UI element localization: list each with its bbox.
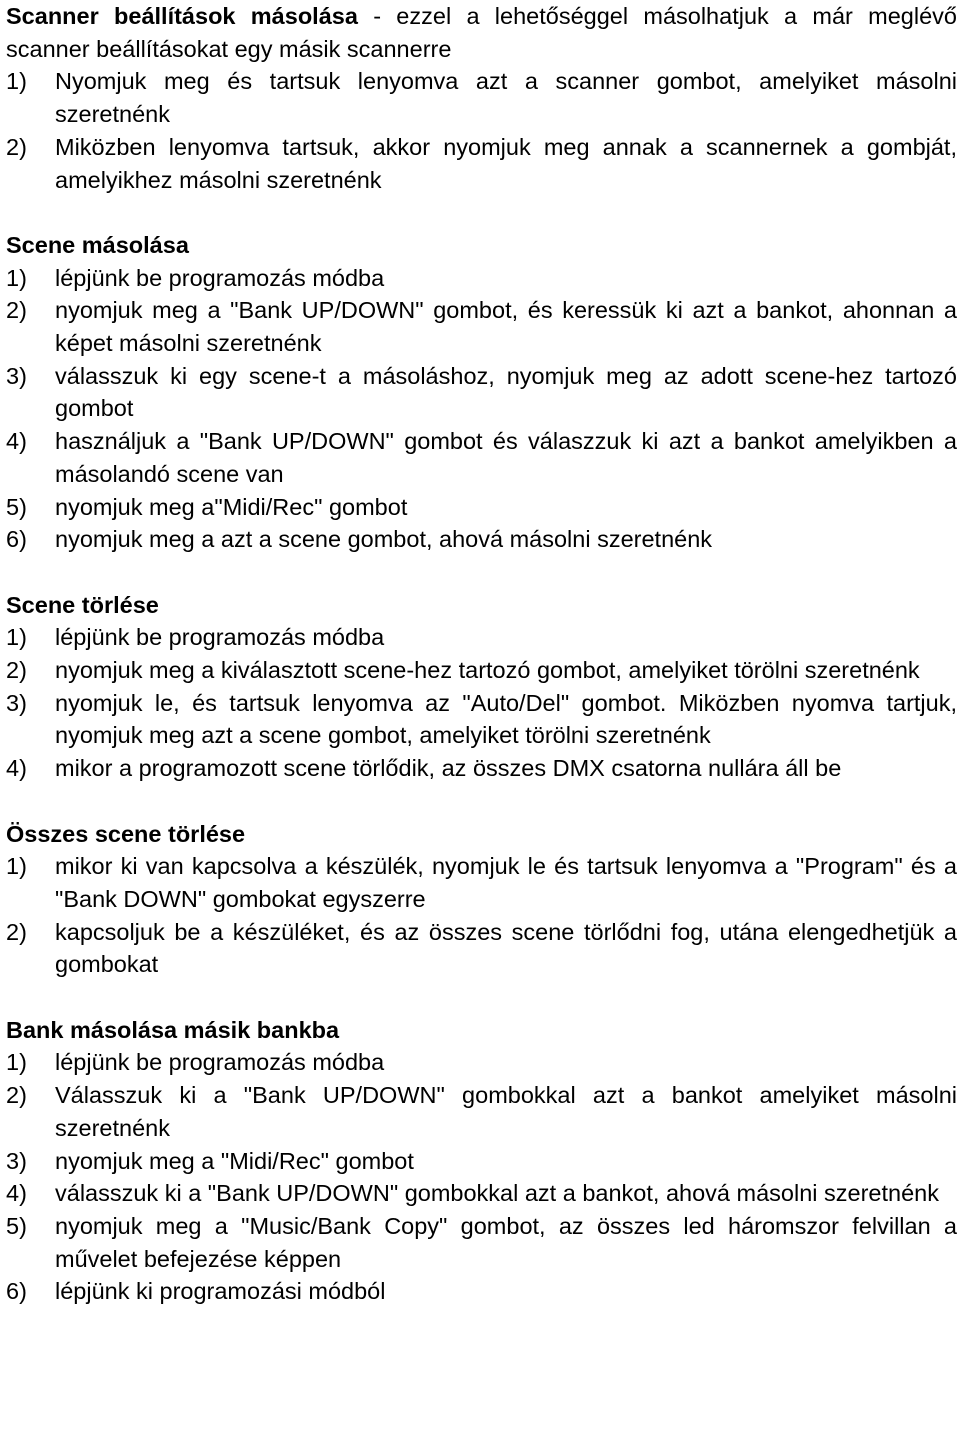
scene-copy-section: [6, 229, 957, 556]
list-item: [6, 1177, 957, 1210]
list-item: [6, 294, 957, 359]
section-gap: [6, 556, 957, 589]
list-item: [6, 131, 957, 196]
list-item: [6, 621, 957, 654]
step-number: 4): [6, 755, 27, 782]
list-item: [6, 360, 957, 425]
step-text: lépjünk be programozás módba: [55, 624, 385, 651]
scene-delete-heading: Scene törlése: [6, 591, 159, 618]
bank-copy-steps: [6, 1046, 957, 1308]
scene-delete-section: [6, 589, 957, 785]
step-text: nyomjuk meg a azt a scene gombot, ahová másolni szeretnénk: [55, 526, 713, 553]
step-text: lépjünk be programozás módba: [55, 264, 385, 291]
step-number: 1): [6, 264, 27, 291]
list-item: [6, 850, 957, 915]
all-scene-delete-steps: [6, 850, 957, 981]
step-number: 4): [6, 1180, 27, 1207]
bank-copy-section: [6, 1014, 957, 1308]
step-text: használjuk a "Bank UP/DOWN" gombot és válaszzuk ki azt a bankot amelyikben a másolandó scene van: [55, 428, 957, 487]
step-number: 2): [6, 1082, 27, 1109]
list-item: [6, 65, 957, 130]
step-text: kapcsoljuk be a készüléket, és az összes scene törlődni fog, utána elengedhetjük a gombokat: [55, 918, 957, 978]
step-text: nyomjuk meg a "Midi/Rec" gombot: [55, 1147, 414, 1174]
step-number: 1): [6, 68, 27, 95]
section-gap: [6, 196, 957, 229]
step-text: Válasszuk ki a "Bank UP/DOWN" gombokkal azt a bankot amelyiket másolni szeretnénk: [55, 1082, 957, 1141]
list-item: [6, 687, 957, 752]
step-number: 5): [6, 493, 27, 520]
list-item: [6, 1046, 957, 1079]
list-item: [6, 425, 957, 490]
step-number: 3): [6, 689, 27, 716]
list-item: [6, 916, 957, 981]
step-text: lépjünk be programozás módba: [55, 1049, 385, 1076]
all-scene-delete-section: [6, 818, 957, 982]
step-number: 1): [6, 624, 27, 651]
section-gap: [6, 785, 957, 818]
scene-copy-heading: Scene másolása: [6, 231, 189, 258]
list-item: [6, 523, 957, 556]
step-text: Nyomjuk meg és tartsuk lenyomva azt a scanner gombot, amelyiket másolni szeretnénk: [55, 68, 957, 128]
step-number: 5): [6, 1212, 27, 1239]
step-text: nyomjuk le, és tartsuk lenyomva az "Auto/Del" gombot. Miközben nyomva tartjuk, nyomjuk meg azt a scene gombot, amelyiket törölni szeretnénk: [55, 689, 957, 749]
step-number: 2): [6, 657, 27, 684]
step-text: mikor ki van kapcsolva a készülék, nyomjuk le és tartsuk lenyomva a "Program" és a "Bank DOWN" gombokat egyszerre: [55, 853, 957, 912]
scanner-copy-title: Scanner beállítások másolása: [6, 3, 358, 29]
step-text: nyomjuk meg a "Music/Bank Copy" gombot, az összes led háromszor felvillan a művelet befejezése képpen: [55, 1212, 957, 1272]
step-number: 3): [6, 1147, 27, 1174]
step-number: 3): [6, 362, 27, 389]
step-number: 6): [6, 1278, 27, 1305]
list-item: [6, 262, 957, 295]
step-text: nyomjuk meg a"Midi/Rec" gombot: [55, 493, 408, 520]
step-text: Miközben lenyomva tartsuk, akkor nyomjuk meg annak a scannernek a gombját, amelyikhez másolni szeretnénk: [55, 133, 957, 193]
step-number: 1): [6, 1049, 27, 1076]
scanner-copy-intro: [6, 0, 957, 65]
step-text: lépjünk ki programozási módból: [55, 1278, 386, 1305]
scanner-copy-section: [6, 0, 957, 196]
scanner-copy-steps: [6, 65, 957, 196]
list-item: [6, 654, 957, 687]
scene-delete-steps: [6, 621, 957, 785]
bank-copy-heading: Bank másolása másik bankba: [6, 1016, 340, 1043]
step-number: 1): [6, 853, 27, 880]
step-number: 4): [6, 428, 27, 455]
step-number: 2): [6, 918, 27, 945]
section-gap: [6, 981, 957, 1014]
list-item: [6, 1210, 957, 1275]
step-text: válasszuk ki a "Bank UP/DOWN" gombokkal azt a bankot, ahová másolni szeretnénk: [55, 1180, 939, 1207]
step-text: nyomjuk meg a kiválasztott scene-hez tartozó gombot, amelyiket törölni szeretnénk: [55, 657, 920, 684]
step-text: nyomjuk meg a "Bank UP/DOWN" gombot, és keressük ki azt a bankot, ahonnan a képet másolni szeretnénk: [55, 297, 957, 357]
list-item: [6, 491, 957, 524]
list-item: [6, 1079, 957, 1144]
list-item: [6, 752, 957, 785]
step-number: 2): [6, 133, 27, 160]
step-number: 6): [6, 526, 27, 553]
list-item: [6, 1145, 957, 1178]
step-text: mikor a programozott scene törlődik, az összes DMX csatorna nullára áll be: [55, 755, 842, 782]
all-scene-delete-heading: Összes scene törlése: [6, 820, 246, 847]
scene-copy-steps: [6, 262, 957, 556]
step-text: válasszuk ki egy scene-t a másoláshoz, nyomjuk meg az adott scene-hez tartozó gombot: [55, 362, 957, 422]
list-item: [6, 1275, 957, 1308]
step-number: 2): [6, 297, 27, 324]
scanner-copy-description: - ezzel a lehetőséggel másolhatjuk a már meglévő scanner beállításokat egy másik scannerre: [6, 3, 957, 62]
